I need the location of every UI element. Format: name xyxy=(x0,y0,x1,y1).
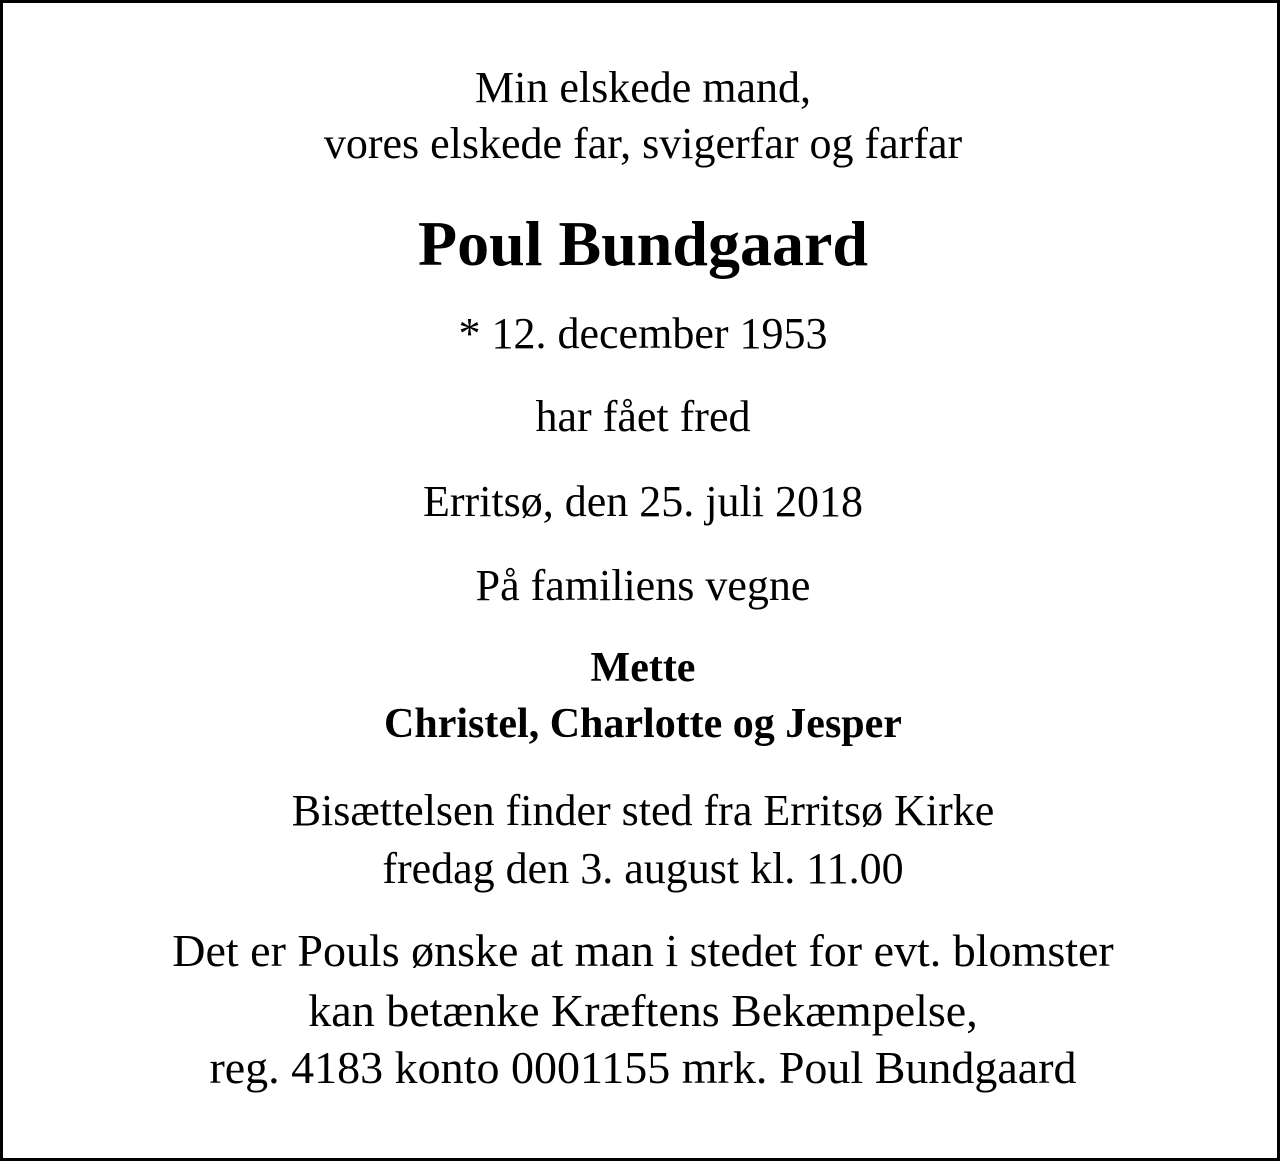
donation-account-line: reg. 4183 konto 0001155 mrk. Poul Bundgaard xyxy=(209,1042,1077,1093)
donation-wish-line-2: kan betænke Kræftens Bekæmpelse, xyxy=(308,985,978,1036)
funeral-datetime: fredag den 3. august kl. 11.00 xyxy=(382,844,904,893)
birth-date: * 12. december 1953 xyxy=(458,309,828,358)
passing-text: har fået fred xyxy=(535,392,751,441)
intro-line-1: Min elskede mand, xyxy=(474,63,812,112)
deceased-name: Poul Bundgaard xyxy=(418,208,868,279)
on-behalf-text: På familiens vegne xyxy=(475,561,811,610)
signatories-children: Christel, Charlotte og Jesper xyxy=(384,701,902,747)
donation-wish-line-1: Det er Pouls ønske at man i stedet for evt. blomster xyxy=(172,925,1114,976)
signatory-primary: Mette xyxy=(590,645,696,691)
place-and-date: Erritsø, den 25. juli 2018 xyxy=(423,477,863,526)
intro-line-2: vores elskede far, svigerfar og farfar xyxy=(323,119,963,168)
funeral-location: Bisættelsen finder sted fra Erritsø Kirke xyxy=(291,786,995,835)
